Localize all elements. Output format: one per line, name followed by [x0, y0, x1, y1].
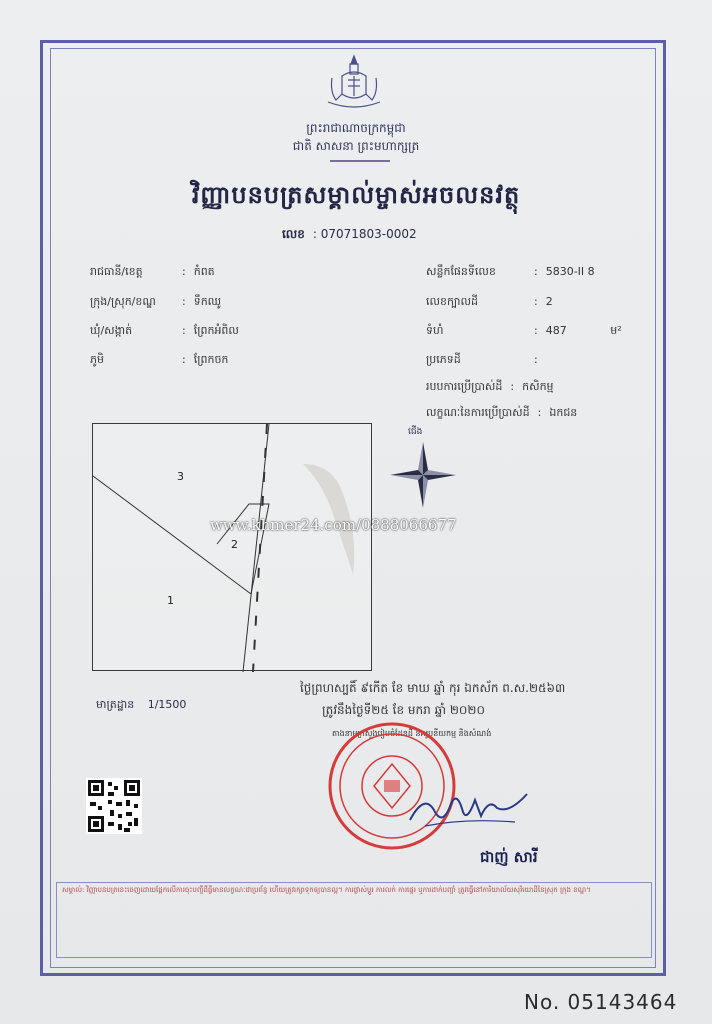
field-land-use: របបការប្រើប្រាស់ដី : កសិកម្ម — [426, 380, 554, 393]
cadastral-map — [92, 423, 372, 671]
field-village: ភូមិ : ព្រែកចក — [90, 353, 228, 369]
certificate-number-value: : 07071803-0002 — [312, 227, 417, 241]
field-label: ទំហំ — [426, 324, 444, 337]
issuing-authority: តាងនាមក្រសួងរៀបចំដែនដី នគរូបនីយកម្ម និងសំណង់ — [332, 729, 492, 738]
field-value: 5830-II 8 — [545, 265, 595, 278]
scale-label: មាត្រដ្ឋាន — [96, 698, 135, 711]
royal-coat-of-arms-icon — [322, 54, 386, 112]
signature-icon — [405, 782, 535, 832]
qr-code-icon — [86, 778, 142, 834]
field-label: លេខក្បាលដី — [426, 295, 478, 308]
field-label: រាជធានី/ខេត្ត — [90, 265, 143, 278]
field-label: សន្លឹកផែនទីលេខ — [426, 265, 496, 278]
field-label: ឃុំ/សង្កាត់ — [90, 324, 133, 337]
footnote-box — [56, 882, 652, 958]
field-land-type: ប្រភេទដី : — [426, 353, 546, 369]
parcel-label: 2 — [231, 538, 238, 551]
field-commune: ឃុំ/សង្កាត់ : ព្រែកអំពិល — [90, 324, 239, 340]
field-value: កសិកម្ម — [522, 380, 554, 393]
solar-date: ត្រូវនឹងថ្ងៃទី២៥ ខែ មករា ឆ្នាំ ២០២០ — [322, 703, 485, 717]
map-scale — [96, 698, 186, 714]
certificate-number-label: លេខ — [282, 227, 305, 241]
parcel-label: 3 — [177, 470, 184, 483]
field-parcel-number: លេខក្បាលដី : 2 — [426, 295, 553, 311]
compass-rose-icon — [388, 440, 458, 510]
field-district: ក្រុង/ស្រុក/ខណ្ឌ : ទឹកឈូ — [90, 295, 221, 311]
national-motto: ជាតិ សាសនា ព្រះមហាក្សត្រ — [292, 139, 420, 153]
parcel-label: 1 — [167, 594, 174, 607]
heading-divider — [330, 160, 390, 162]
field-label: ប្រភេទដី — [426, 353, 461, 366]
serial-number: No. 05143464 — [524, 990, 678, 1014]
field-use-characteristic: លក្ខណៈនៃការប្រើប្រាស់ដី : ឯកជន — [426, 406, 578, 419]
field-value: 2 — [545, 295, 553, 308]
certificate-number — [282, 226, 417, 244]
footnote-text: សម្គាល់: វិញ្ញាបនបត្រនេះចេញដោយផ្អែកលើការចុះបញ្ជីដីធ្លីមានលក្ខណៈជាប្រព័ន្ធ ហើយត្រូវរក្សាទុកឲ្យបានល្អ។ ការផ្លាស់ប្តូរ ការលក់ ការផ្ទេរ ឬការដាក់បញ្ចាំ ត្រូវធ្វើនៅការិយាល័យសុរិយោដីនៃស្រុក ក្រុង ខណ្ឌ។ — [62, 886, 591, 894]
field-value: ទឹកឈូ — [193, 295, 222, 308]
field-value: កំពត — [193, 265, 215, 278]
watermark-text: www.khmer24.com/0888066677 — [210, 516, 457, 534]
scale-value: 1/1500 — [147, 698, 187, 711]
field-label: ក្រុង/ស្រុក/ខណ្ឌ — [90, 295, 156, 308]
field-map-sheet: សន្លឹកផែនទីលេខ : 5830-II 8 — [426, 265, 595, 281]
field-label: របបការប្រើប្រាស់ដី — [426, 380, 503, 393]
north-label: ជើង — [408, 427, 423, 437]
field-province: រាជធានី/ខេត្ត : កំពត — [90, 265, 215, 281]
field-label: ភូមិ — [90, 353, 104, 366]
field-value: ព្រែកអំពិល — [193, 324, 239, 337]
certificate-title: វិញ្ញាបនបត្រសម្គាល់ម្ចាស់អចលនវត្ថុ — [191, 181, 521, 209]
field-unit: ម² — [610, 324, 622, 337]
field-area: ទំហំ : 487 ម² — [426, 324, 622, 340]
field-value: 487 — [545, 324, 567, 337]
north-arrow — [388, 427, 458, 520]
lunar-date: ថ្ងៃព្រហស្បតិ៍ ៩កើត ខែ មាឃ ឆ្នាំ កុរ ឯកស័ក ព.ស.២៥៦៣ — [300, 681, 566, 695]
field-value: ព្រែកចក — [193, 353, 229, 366]
field-label: លក្ខណៈនៃការប្រើប្រាស់ដី — [426, 406, 530, 419]
kingdom-heading: ព្រះរាជាណាចក្រកម្ពុជា — [306, 121, 406, 135]
field-value: ឯកជន — [549, 406, 578, 419]
signer-name: ជាញ់ សារី — [480, 848, 538, 866]
